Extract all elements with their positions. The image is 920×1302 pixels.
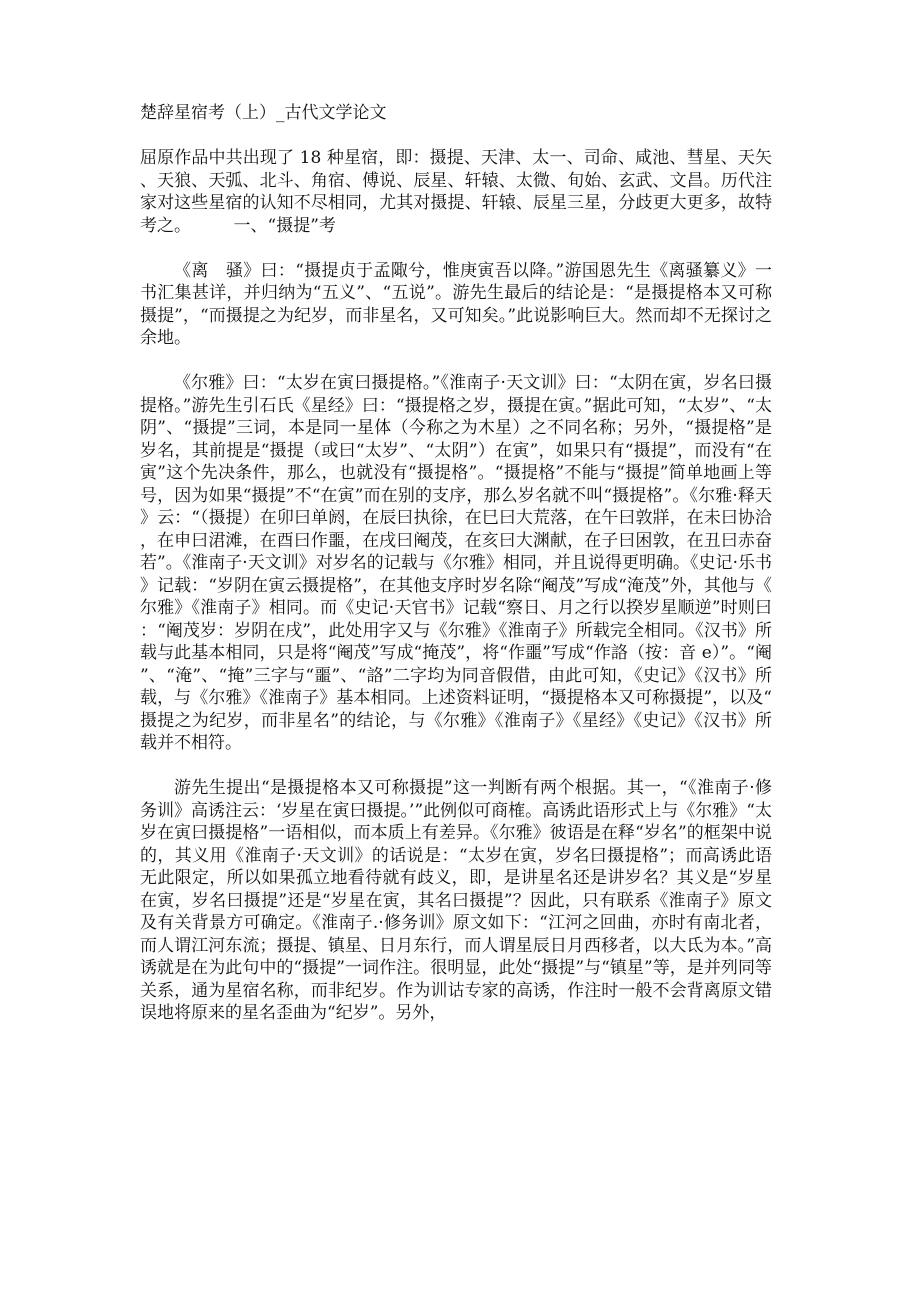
paragraph-intro: 屈原作品中共出现了 18 种星宿，即：摄提、天津、太一、司命、咸池、彗星、天矢、天狼、天弧、北斗、角宿、傅说、辰星、轩辕、太微、旬始、玄武、文昌。历代注家对这些星宿的认知不尽相同，尤其对摄提、轩辕、辰星三星，分歧更大更多，故特考之。 一、“摄提”考 [140, 148, 772, 236]
document-page [140, 102, 772, 1025]
paragraph-you-xiansheng: 游先生提出“是摄提格本又可称摄提”这一判断有两个根据。其一，“《淮南子·修务训》高诱注云：‘岁星在寅曰摄提。’”此例似可商榷。高诱此语形式上与《尔雅》“太岁在寅曰摄提格”一语相似，而本质上有差异。《尔雅》彼语是在释“岁名”的框架中说的，其义用《淮南子·天文训》的话说是：“太岁在寅，岁名曰摄提格”；而高诱此语无此限定，所以如果孤立地看待就有歧义，即，是讲星名还是讲岁名？其义是“岁星在寅，岁名曰摄提”还是“岁星在寅，其名曰摄提”？因此，只有联系《淮南子》原文及有关背景方可确定。《淮南子.·修务训》原文如下：“江河之回曲，亦时有南北者，而人谓江河东流；摄提、镇星、日月东行，而人谓星辰日月西移者，以大氐为本。”高诱就是在为此句中的“摄提”一词作注。很明显，此处“摄提”与“镇星”等，是并列同等关系，通为星宿名称，而非纪岁。作为训诂专家的高诱，作注时一般不会背离原文错误地将原来的星名歪曲为“纪岁”。另外， [140, 778, 772, 1023]
paragraph-erya: 《尔雅》曰：“太岁在寅曰摄提格。”《淮南子·天文训》曰：“太阴在寅，岁名曰摄提格。”游先生引石氏《星经》曰：“摄提格之岁，摄提在寅。”据此可知，“太岁”、“太阴”、“摄提”三词，本是同一星体（今称之为木星）之不同名称；另外，“摄提格”是岁名，其前提是“摄提（或曰“太岁”、“太阴”）在寅”，如果只有“摄提”，而没有“在寅”这个先决条件，那么，也就没有“摄提格”。“摄提格”不能与“摄提”简单地画上等号，因为如果“摄提”不“在寅”而在别的支序，那么岁名就不叫“摄提格”。《尔雅·释天》云：“（摄提）在卯曰单阏，在辰曰执徐，在巳曰大荒落，在午曰敦牂，在未曰协洽，在申曰涒滩，在酉曰作噩，在戌曰阉茂，在亥曰大渊献，在子曰困敦，在丑曰赤奋若”。《淮南子·天文训》对岁名的记载与《尔雅》相同，并且说得更明确。《史记·乐书》记载：“岁阴在寅云摄提格”，在其他支序时岁名除“阉茂”写成“淹茂”外，其他与《尔雅》《淮南子》相同。而《史记·天官书》记载“察日、月之行以揆岁星顺逆”时则曰：“阉茂岁：岁阴在戌”，此处用字又与《尔雅》《淮南子》所载完全相同。《汉书》所载与此基本相同，只是将“阉茂”写成“掩茂”，将“作噩”写成“作詻（按：音 e）”。“阉”、“淹”、“掩”三字与“噩”、“詻”二字均为同音假借，由此可知，《史记》《汉书》所载，与《尔雅》《淮南子》基本相同。上述资料证明，“摄提格本又可称摄提”，以及“摄提之为纪岁，而非星名”的结论，与《尔雅》《淮南子》《星经》《史记》《汉书》所载并不相符。 [140, 373, 772, 753]
document-title: 楚辞星宿考（上）_古代文学论文 [140, 103, 387, 123]
paragraph-lisao: 《离 骚》曰：“摄提贞于孟陬兮，惟庚寅吾以降。”游国恩先生《离骚纂义》一书汇集甚详，并归纳为“五义”、“五说”。游先生最后的结论是：“是摄提格本又可称摄提”，“而摄提之为纪岁，而非星名，又可知矣。”此说影响巨大。然而却不无探讨之余地。 [140, 260, 772, 348]
